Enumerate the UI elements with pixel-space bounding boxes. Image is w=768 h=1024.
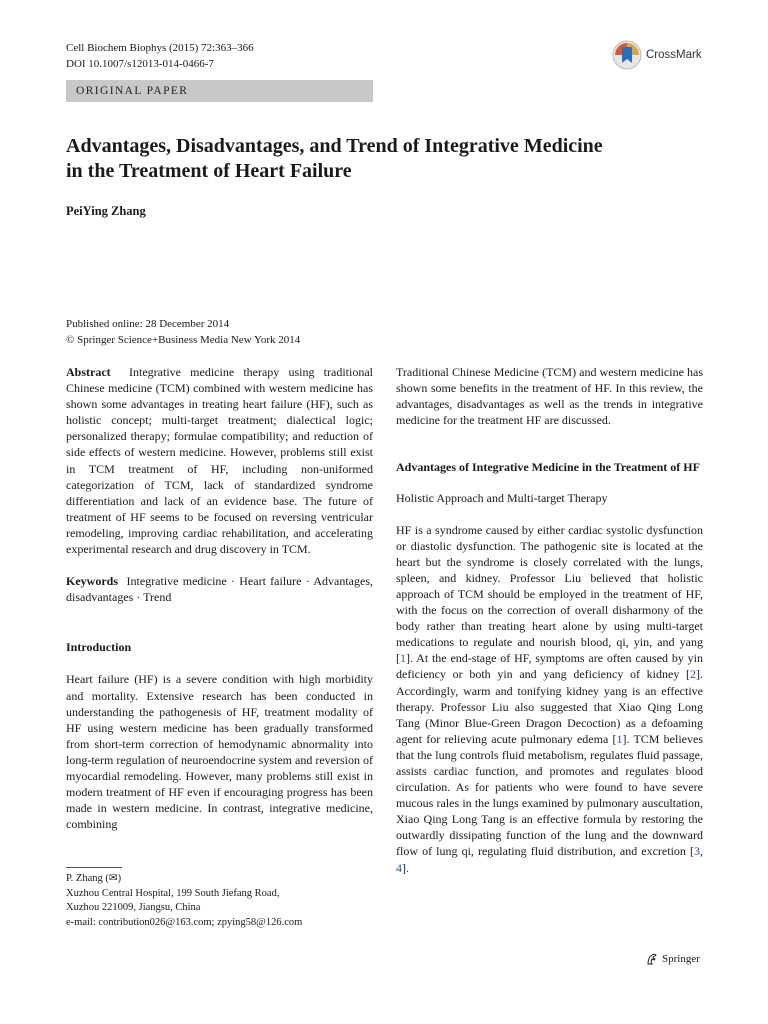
paragraph-part-1: HF is a syndrome caused by either cardiac systolic dysfunction or diastolic dysfunction. The pathogenic site is located at the heart but the syndrome is closely correlated with the lungs, spleen, and kidney. Professor Liu believed that holistic approach of TCM should be employed in the treatment of HF, with the focus on the correction of overall disharmony of the body rather than treating heart alone by using multi-target medications to regulate and nourish blood, qi, yin, and yang [ bbox=[396, 522, 703, 666]
abstract bbox=[66, 364, 373, 557]
affiliation-line-2: Xuzhou 221009, Jiangsu, China bbox=[66, 902, 201, 913]
author-name: PeiYing Zhang bbox=[66, 204, 146, 218]
citation-link[interactable]: 1 bbox=[400, 651, 406, 666]
corresponding-author: P. Zhang (✉) bbox=[66, 873, 122, 884]
paper-title bbox=[66, 134, 706, 184]
title-line-2: in the Treatment of Heart Failure bbox=[66, 160, 352, 182]
publication-info bbox=[66, 316, 300, 348]
doi[interactable]: DOI 10.1007/s12013-014-0466-7 bbox=[66, 58, 214, 70]
paragraph-part-2: ]. At the end-stage of HF, symptoms are often caused by yin deficiency or both yin and yang deficiency of kidney [ bbox=[396, 651, 703, 682]
keywords bbox=[66, 573, 373, 605]
journal-citation: Cell Biochem Biophys (2015) 72:363–366 bbox=[66, 42, 254, 54]
abstract-label: Abstract bbox=[66, 365, 111, 379]
crossmark-icon bbox=[612, 40, 642, 70]
publisher-name: Springer bbox=[662, 953, 700, 965]
published-date: Published online: 28 December 2014 bbox=[66, 318, 230, 330]
paragraph-part-3: ]. Accordingly, warm and tonifying kidney yang is an effective therapy. Professor Liu also suggested that Xiao Qing Long Tang (Minor Blue-Green Dragon Decoction) as a defoaming agent for relieving acute pulmonary edema [ bbox=[396, 667, 703, 746]
affiliation-line-1: Xuzhou Central Hospital, 199 South Jiefang Road, bbox=[66, 887, 280, 899]
introduction-heading: Introduction bbox=[66, 640, 132, 655]
section-heading: Advantages of Integrative Medicine in the Treatment of HF bbox=[396, 460, 700, 475]
author-footnote bbox=[66, 872, 302, 930]
introduction-text: Heart failure (HF) is a severe condition with high morbidity and mortality. Extensive research has been conducted in understanding the pathogenesis of HF, treatment modality of HF using western medicine has been gradually transformed from short-term correction of hemodynamic abnormality into long-term regulation of neuroendocrine system and reversion of myocardial remodeling. However, many problems still exist in modern treatment of HF even if encouraging progress has been made in western medicine. In contrast, integrative medicine, combining bbox=[66, 672, 373, 832]
left-column bbox=[66, 364, 373, 832]
abstract-text: Integrative medicine therapy using traditional Chinese medicine (TCM) combined with western medicine has shown some advantages in treating heart failure (HF), such as holistic concept; multi-target treatment; dialectical logic; personalized therapy; formulae compatibility; and reduction of side effects of western medicine. However, problems still exist in TCM treatment of HF, including non-uniformed categorization of TCM, lack of standardized syndrome differentiation and lack of an evidence base. The future of treatment of HF seems to be focused on reversing ventricular remodeling, improving cardiac rehabilitation, and accelerating experimental research and drug discovery in TCM. bbox=[66, 365, 373, 557]
publisher-logo bbox=[645, 952, 700, 966]
crossmark-badge[interactable] bbox=[612, 40, 702, 70]
section-paragraph bbox=[396, 522, 703, 876]
title-line-1: Advantages, Disadvantages, and Trend of Integrative Medicine bbox=[66, 135, 603, 157]
keywords-label: Keywords bbox=[66, 574, 118, 589]
citation-link[interactable]: 2 bbox=[690, 667, 696, 682]
copyright-line: © Springer Science+Business Media New York 2014 bbox=[66, 334, 301, 346]
crossmark-label: CrossMark bbox=[646, 49, 702, 61]
footnote-divider bbox=[66, 867, 122, 868]
citation-link[interactable]: 3 bbox=[694, 844, 700, 859]
citation-separator: , bbox=[700, 844, 703, 859]
paragraph-part-5: ]. bbox=[402, 860, 409, 875]
paragraph-part-4: ]. TCM believes that the lung controls fluid metabolism, regulates fluid passage, assists cardiac function, and promotes and regulates blood circulation. As for patients who were found to have severe mucous rales in the lungs examined by pulmonary auscultation, Xiao Qing Long Tang is an effective formula by restoring the outwardly dissipating function of the lung and the downward flow of lung qi, regulating fluid distribution, and excretion [ bbox=[396, 731, 703, 859]
citation-link[interactable]: 1 bbox=[616, 731, 623, 746]
author-email[interactable]: e-mail: contribution026@163.com; zpying58@126.com bbox=[66, 916, 303, 928]
subsection-heading: Holistic Approach and Multi-target Therapy bbox=[396, 491, 608, 506]
springer-horse-icon bbox=[645, 952, 659, 966]
journal-meta bbox=[66, 40, 254, 72]
introduction-continued: Traditional Chinese Medicine (TCM) and western medicine has shown some benefits in the treatment of HF. In this review, the advantages, disadvantages as well as the trends in integrative medicine for the treatment HF are discussed. bbox=[396, 365, 703, 428]
keywords-text: Integrative medicine · Heart failure · Advantages, disadvantages · Trend bbox=[66, 574, 373, 605]
article-type-banner: ORIGINAL PAPER bbox=[66, 80, 373, 102]
citation-link[interactable]: 4 bbox=[396, 860, 402, 875]
right-column bbox=[396, 364, 703, 876]
